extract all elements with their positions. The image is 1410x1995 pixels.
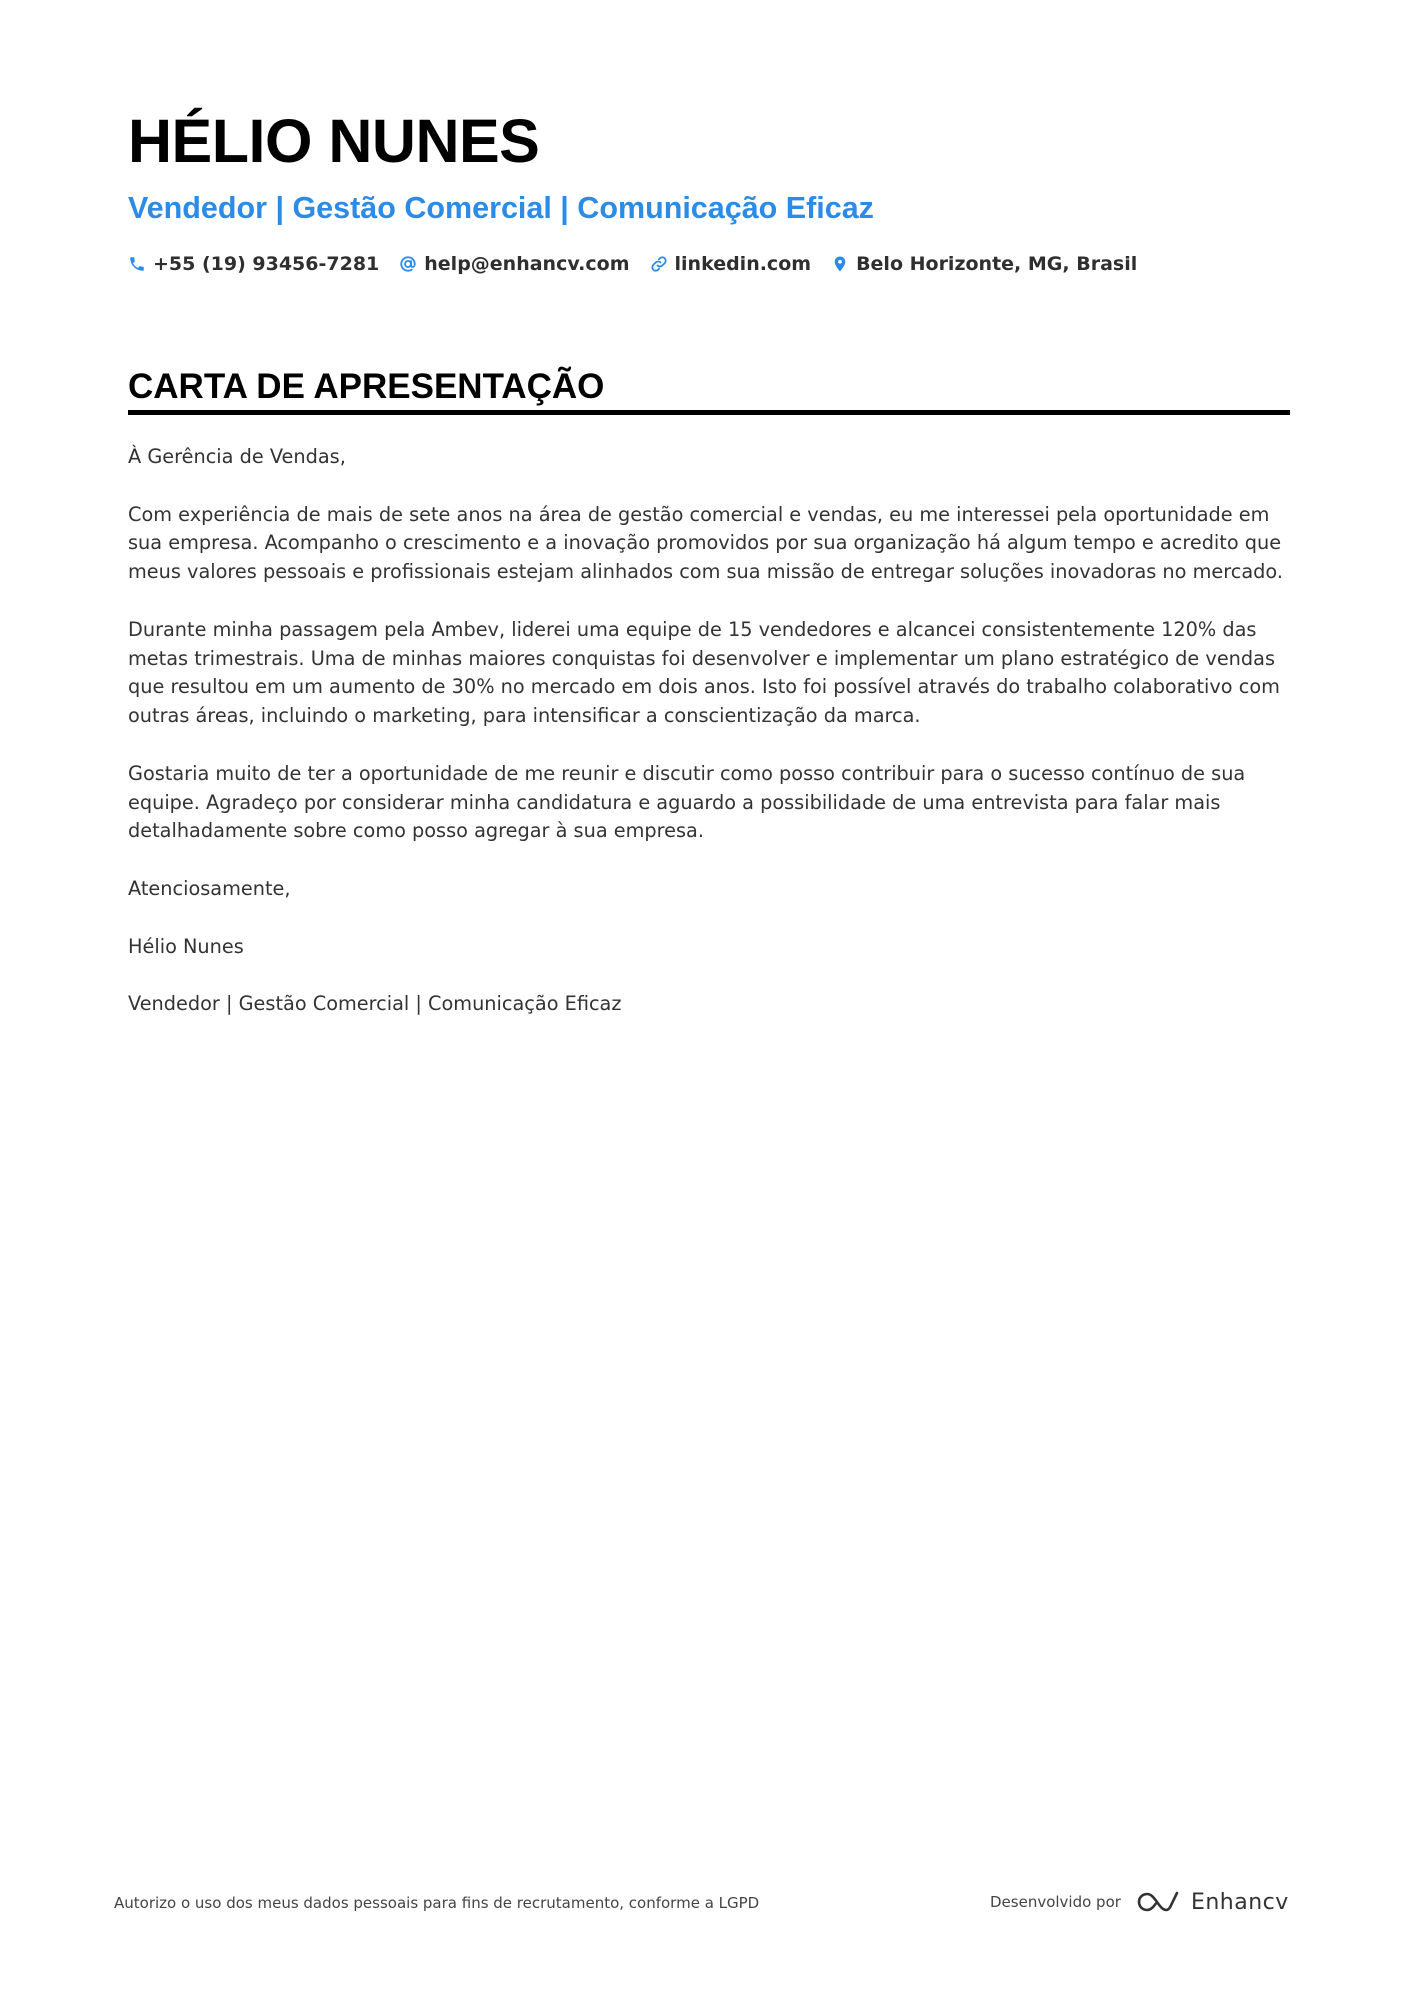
contact-location [831,253,1137,275]
location-text: Belo Horizonte, MG, Brasil [856,253,1138,275]
contact-linkedin[interactable] [650,253,812,275]
phone-icon [128,255,146,273]
letter-paragraph: Durante minha passagem pela Ambev, liderei uma equipe de 15 vendedores e alcancei consistentemente 120% das metas trimestrais. Uma de minhas maiores conquistas foi desenvolver e implementar um plano estratégico de vendas que resultou em um aumento de 30% no mercado em dois anos. Isto foi possível através do trabalho colaborativo com outras áreas, incluindo o marketing, para intensificar a conscientização da marca. [128,617,1280,728]
linkedin-url: linkedin.com [674,253,812,275]
email-address: help@enhancv.com [424,253,630,275]
signature-title: Vendedor | Gestão Comercial | Comunicação Eficaz [128,992,622,1016]
applicant-name: HÉLIO NUNES [128,107,540,175]
at-sign-icon [399,255,417,273]
letter-paragraph: Com experiência de mais de sete anos na área de gestão comercial e vendas, eu me interessei pela oportunidade em sua empresa. Acompanho o crescimento e a inovação promovidos por sua organização há algum tempo e acredito que meus valores pessoais e profissionais estejam alinhados com sua missão de entregar soluções inovadoras no mercado. [128,502,1283,584]
letter-paragraph: Gostaria muito de ter a oportunidade de me reunir e discutir como posso contribuir para o sucesso contínuo de sua equipe. Agradeço por considerar minha candidatura e aguardo a possibilidade de uma entrevista para falar mais detalhadamente sobre como posso agregar à sua empresa. [128,761,1246,843]
signature-name: Hélio Nunes [128,934,244,958]
section-divider [128,410,1290,415]
letter-closing: Atenciosamente, [128,876,291,900]
consent-note: Autorizo o uso dos meus dados pessoais para fins de recrutamento, conforme a LGPD [114,1894,760,1912]
letter-greeting: À Gerência de Vendas, [128,445,346,468]
contact-email[interactable] [399,253,629,275]
phone-number: +55 (19) 93456-7281 [153,253,380,275]
powered-by[interactable] [990,1888,1289,1916]
powered-by-label: Desenvolvido por [990,1893,1121,1911]
map-pin-icon [831,255,849,273]
link-icon [650,255,668,273]
enhancv-logo-icon [1133,1888,1181,1916]
contact-phone[interactable] [128,253,379,275]
brand-name: Enhancv [1190,1889,1289,1915]
section-title: CARTA DE APRESENTAÇÃO [128,367,605,406]
letter-body [128,443,1293,1048]
applicant-title: Vendedor | Gestão Comercial | Comunicação Eficaz [128,191,874,225]
contact-bar [128,253,1157,275]
